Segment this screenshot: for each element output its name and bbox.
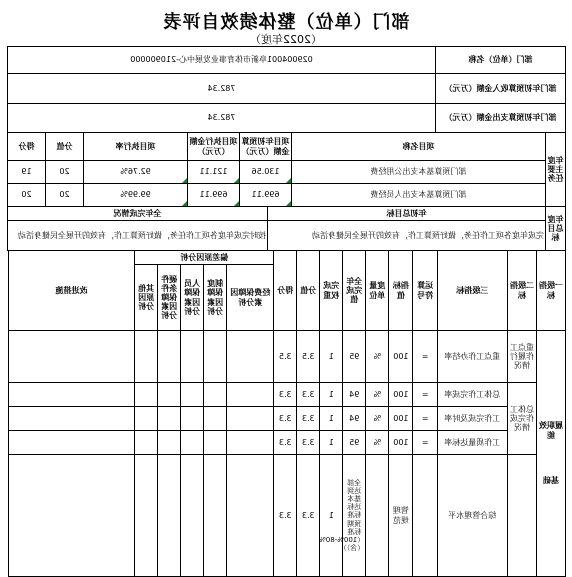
ind-name: 总体工作完成率: [437, 383, 507, 407]
budget-row-plan: 130.56: [240, 161, 292, 184]
h-unit: 度量单位: [366, 251, 389, 331]
budget-row-name: 部门预算基本支出公用经费: [292, 161, 546, 184]
h-dev-system: 制度保障因素分析: [204, 265, 227, 331]
h-weight: 完成权重: [320, 251, 343, 331]
ind-score: 3.3: [274, 407, 297, 431]
ind-name: 工作完成及时率: [437, 407, 507, 431]
budget-row-exec: 121.11: [188, 161, 240, 184]
indicators-table: [8, 250, 566, 577]
target-text: 完成年度各项工作任务，做好预算工作，有效的开展全民健身活动: [268, 221, 546, 251]
h-dev-funding: 经费保障因素分析: [227, 265, 274, 331]
ind-score: 3.5: [274, 331, 297, 383]
h-target: 指标值: [389, 251, 413, 331]
h-improve: 改进措施: [9, 251, 135, 331]
level1-label: 履职效能: [538, 421, 563, 440]
ind-value: 3.3: [297, 455, 320, 577]
col-exec-header: 项目执行金额（万元）: [188, 133, 240, 161]
budget-row-exec: 699.11: [188, 184, 240, 207]
ind-target: 管理规范: [389, 455, 413, 577]
h-actual: 全年完成值: [343, 251, 366, 331]
ind-weight: 1: [320, 407, 343, 431]
ind-weight: 1: [320, 331, 343, 383]
col-value-header: 分值: [46, 133, 84, 161]
ind-value: 3.3: [297, 407, 320, 431]
ind-unit: %: [366, 407, 389, 431]
ind-target: 100: [389, 331, 413, 383]
ind-op: =: [413, 331, 437, 383]
ind-value: 3.5: [297, 331, 320, 383]
ind-actual: 94: [343, 383, 366, 407]
complete-text: 按时完成年度各项工作任务，做好预算工作，有效的开展全民健身活动: [8, 221, 268, 251]
budget-row-value: 20: [46, 184, 84, 207]
ind-score: 3.3: [274, 431, 297, 455]
budget-row-score: 19: [8, 161, 46, 184]
expense-value: 782.34: [8, 104, 436, 133]
ind-score: 3.3: [274, 455, 297, 577]
ind-weight: 1: [320, 431, 343, 455]
unit-name-label: 部门（单位）名称: [436, 47, 566, 74]
page-title: 部门（单位）整体绩效自评表: [162, 12, 410, 33]
ind-actual: 95: [343, 431, 366, 455]
h-dev-staff: 人员保障因素分析: [181, 265, 204, 331]
h-dev-other: 其他原因分析: [135, 265, 158, 331]
ind-actual: 94: [343, 407, 366, 431]
h-deviation: 偏差原因分析: [135, 251, 274, 265]
budget-table: [7, 132, 566, 207]
ind-unit: %: [366, 431, 389, 455]
ind-target: 100: [389, 431, 413, 455]
ind-target: 100: [389, 383, 413, 407]
ind-name: 综合管理水平: [437, 455, 507, 577]
complete-header: 全年完成情况: [8, 207, 268, 221]
h-level2: 二级指标: [507, 251, 536, 331]
goals-table: [7, 206, 566, 251]
ind-actual: 95: [343, 331, 366, 383]
ind-score: 3.3: [274, 383, 297, 407]
ind-unit: %: [366, 331, 389, 383]
h-level1: 一级指标: [536, 251, 565, 331]
tasks-side-label: 年度主要任务: [546, 133, 566, 207]
h-value: 分值: [297, 251, 320, 331]
level2-c: [507, 455, 536, 577]
income-label: 部门年初预算收入金额（万元）: [436, 74, 566, 104]
level2-a: 重点工作履行情况: [507, 331, 536, 383]
level1-bottom-label: 基础: [542, 476, 559, 486]
budget-row-name: 部门预算基本支出人员经费: [292, 184, 546, 207]
ind-op: =: [413, 431, 437, 455]
ind-name: 重点工作办结率: [437, 331, 507, 383]
budget-row-rate: 99.99%: [84, 184, 188, 207]
col-score-header: 得分: [8, 133, 46, 161]
ind-name: 工作质量达标率: [437, 431, 507, 455]
budget-row-score: 20: [8, 184, 46, 207]
level1-cell: [536, 331, 565, 577]
col-plan-header: 项目年初预算金额（万元）: [240, 133, 292, 161]
unit-name-value: 029004001阜新市体育事业发展中心-210900000: [8, 47, 436, 74]
ind-weight: 1: [320, 455, 343, 577]
ind-unit: %: [366, 383, 389, 407]
header-table: [7, 46, 566, 133]
page-subtitle: （2022年度）: [250, 33, 322, 46]
ind-weight: 1: [320, 383, 343, 407]
goals-side-label: 年度总目标: [546, 207, 566, 251]
ind-unit: [366, 455, 389, 577]
h-score: 得分: [274, 251, 297, 331]
h-level3: 三级指标: [437, 251, 507, 331]
ind-actual: 全部达到基本达标标准预期标准（100%-80%（含））: [343, 455, 366, 577]
ind-value: 3.3: [297, 431, 320, 455]
ind-op: [413, 455, 437, 577]
ind-op: =: [413, 407, 437, 431]
h-operator: 运算符号: [413, 251, 437, 331]
ind-value: 3.3: [297, 383, 320, 407]
col-rate-header: 项目执行率: [84, 133, 188, 161]
ind-op: =: [413, 383, 437, 407]
level2-b: 总体工作完成情况: [507, 383, 536, 455]
h-dev-hardware: 硬件条件保障因素分析: [158, 265, 181, 331]
expense-label: 部门年初预算支出金额（万元）: [436, 104, 566, 133]
budget-row-value: 20: [46, 161, 84, 184]
budget-row-plan: 699.11: [240, 184, 292, 207]
income-value: 782.34: [8, 74, 436, 104]
col-project-header: 项目名称: [292, 133, 546, 161]
ind-target: 100: [389, 407, 413, 431]
target-header: 年初总目标: [268, 207, 546, 221]
budget-row-rate: 92.76%: [84, 161, 188, 184]
